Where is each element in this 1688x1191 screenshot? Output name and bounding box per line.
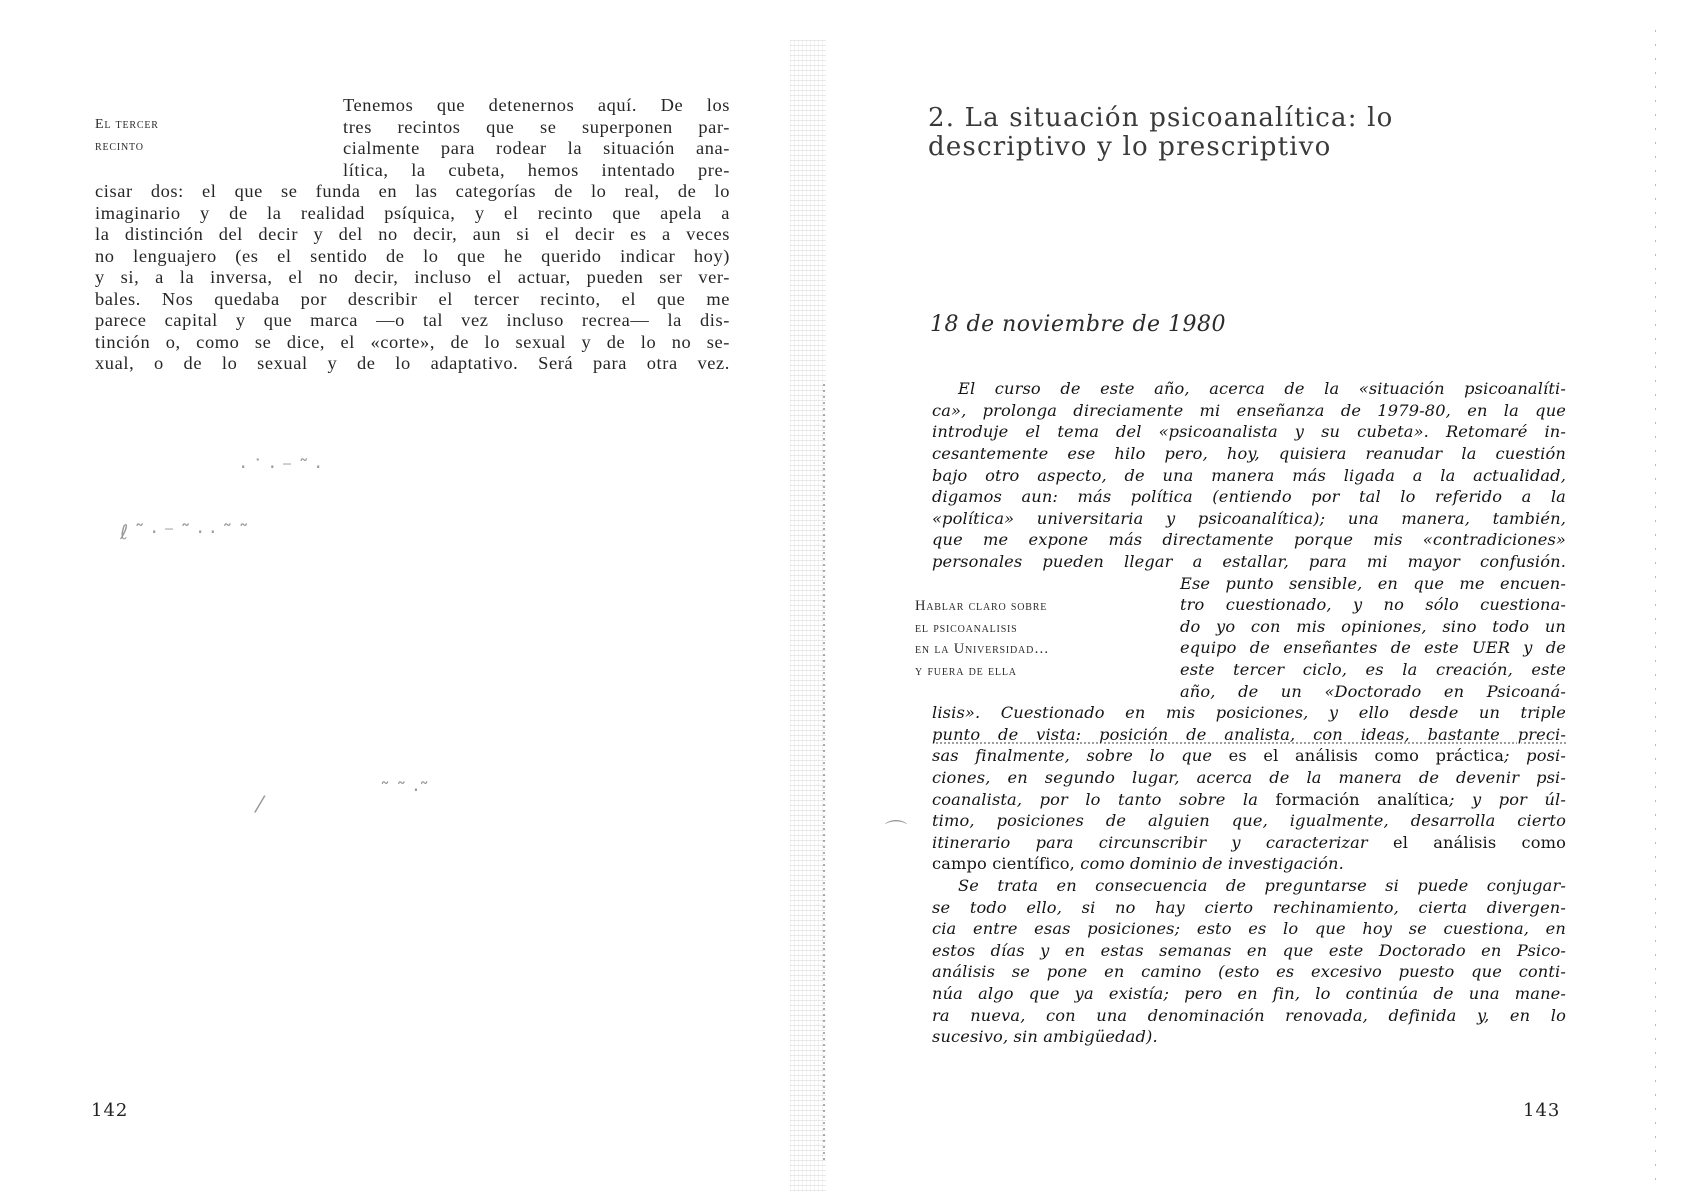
gutter-edge-line [823,380,825,1160]
text-line: punto de vista: posición de analista, con ideas, bastante preci- [932,725,1566,744]
text-line: personales pueden llegar a estallar, para mi mayor confusión. [932,552,1566,571]
page-number: 143 [1523,1100,1561,1121]
pencil-mark: · ˙ · ⁻ ˜ · [240,455,322,479]
text-line: sucesivo, sin ambigüedad). [932,1027,1158,1046]
text-line: lítica, la cubeta, hemos intentado pre- [343,160,730,180]
text-line: ca», prolonga direciamente mi enseñanza de 1979-80, en la que [932,401,1566,420]
text-line: tres recintos que se superponen par- [343,117,730,137]
text-line: coanalista, por lo tanto sobre la formación analítica; y por úl- [932,790,1567,809]
text-line: análisis se pone en camino (esto es excesivo puesto que conti- [932,962,1566,981]
text-line: digamos aun: más política (entiendo por tal lo referido a la [932,487,1566,506]
text-line: itinerario para circunscribir y caracterizar el análisis como [932,833,1566,852]
text-line: Tenemos que detenernos aquí. De los [343,95,730,115]
margin-note-line: el psicoanalisis [915,619,1018,636]
text-line: que me expone más directamente porque mis «contradiciones» [932,530,1566,549]
text-line: tro cuestionado, y no sólo cuestiona- [1180,595,1566,614]
chapter-title [928,104,1394,162]
roman-fragment: el análisis como [1392,833,1566,852]
text-line: introduje el tema del «psicoanalista y su cubeta». Retomaré in- [932,422,1566,441]
margin-note [95,114,159,157]
text-line: no lenguajero (es el sentido de lo que he querido indicar hoy) [95,246,730,266]
text-line: El curso de este año, acerca de la «situación psicoanalíti- [958,379,1566,398]
text-line: imaginario y de la realidad psíquica, y el recinto que apela a [95,203,730,223]
pencil-mark: ˜ ˜ ·˜ [380,778,430,802]
text-line: cialmente para rodear la situación ana- [343,138,730,158]
margin-note-line: El tercer [95,117,159,132]
text-line: tinción o, como se dice, el «corte», de lo sexual y de lo no se- [95,332,730,352]
margin-note-line: Hablar claro sobre [915,598,1048,614]
text-line: estos días y en estas semanas en que este Doctorado en Psico- [932,941,1566,960]
text-line: lisis». Cuestionado en mis posiciones, y ello desde un triple [932,703,1566,722]
text-line: cia entre esas posiciones; esto es lo que hoy se cuestiona, en [932,919,1566,938]
text-line: se todo ello, si no hay cierto rechinamiento, cierta divergen- [932,898,1566,917]
text-line: sas finalmente, sobre lo que es el análisis como práctica; posi- [932,746,1566,765]
text-line: parece capital y que marca —o tal vez incluso recrea— la dis- [95,310,730,330]
margin-note-line: recinto [95,138,144,154]
text-line: xual, o de lo sexual y de lo adaptativo. Será para otra vez. [95,353,730,373]
pencil-mark: ⌒ [885,820,908,845]
book-gutter-shadow [790,40,826,1191]
date-heading: 18 de noviembre de 1980 [930,312,1227,337]
roman-fragment: es el análisis como [1228,746,1420,765]
chapter-title-line: 2. La situación psicoanalítica: lo [928,103,1394,133]
pencil-mark: ⁄ [258,793,262,818]
pencil-mark: ℓ ˜ · ⁻ ˜ · · ˜ ˜ [120,520,249,544]
text-line: este tercer ciclo, es la creación, este [1180,660,1566,679]
text-line: y si, a la inversa, el no decir, incluso el actuar, pueden ser ver- [95,267,730,287]
text-line: bales. Nos quedaba por describir el tercer recinto, el que me [95,289,730,309]
chapter-title-line: descriptivo y lo prescriptivo [928,132,1332,162]
page-edge-line [1655,20,1656,1180]
roman-fragment: práctica [1435,746,1505,765]
text-line: Ese punto sensible, en que me encuen- [1180,574,1566,593]
text-line: núa algo que ya existía; pero en fin, lo continúa de una mane- [932,984,1566,1003]
text-line: año, de un «Doctorado en Psicoaná- [1180,682,1566,701]
roman-fragment: campo científico, [932,854,1075,873]
text-line: campo científico, como dominio de investigación. [932,854,1344,873]
text-line: timo, posiciones de alguien que, igualmente, desarrolla cierto [932,811,1566,830]
text-line: «política» universitaria y psicoanalítica); una manera, también, [932,509,1566,528]
text-line: Se trata en consecuencia de preguntarse si puede conjugar- [958,876,1566,895]
text-line: la distinción del decir y del no decir, aun si el decir es a veces [95,224,730,244]
text-line: cisar dos: el que se funda en las categorías de lo real, de lo [95,181,730,201]
page-number: 142 [91,1100,129,1121]
margin-note [915,596,1049,682]
text-line: ciones, en segundo lugar, acerca de la manera de devenir psi- [932,768,1566,787]
roman-fragment: formación analítica [1275,790,1449,809]
text-line: equipo de enseñantes de este UER y de [1180,638,1566,657]
text-line: bajo otro aspecto, de una manera más ligada a la actualidad, [932,466,1566,485]
text-line: ra nueva, con una denominación renovada, definida y, en lo [932,1006,1566,1025]
text-line: cesantemente ese hilo pero, hoy, quisiera reanudar la cuestión [932,444,1566,463]
margin-note-line: en la Universidad… [915,641,1050,658]
margin-note-line: y fuera de ella [915,662,1017,679]
text-line: do yo con mis opiniones, sino todo un [1180,617,1566,636]
